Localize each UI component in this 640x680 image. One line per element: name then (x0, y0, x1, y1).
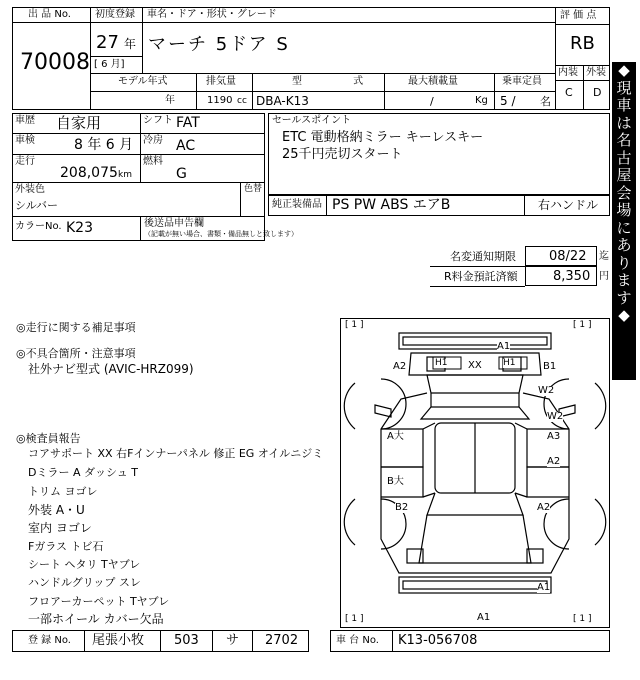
reg-number: 2702 (265, 633, 299, 648)
first-reg-year: 27 (96, 32, 119, 53)
ac-label: 冷房 (143, 135, 163, 146)
color-value: シルバー (15, 199, 58, 212)
capacity-label: 乗車定員 (502, 76, 542, 87)
displacement-value: 1190 (207, 95, 233, 106)
banner-glyph: 屋 (616, 166, 632, 184)
first-reg-label: 初度登録 (95, 9, 135, 20)
inspector-line: トリム ヨゴレ (28, 485, 98, 498)
history-value: 自家用 (56, 114, 102, 132)
corner-label-bottom-right: [ 1 ] (573, 614, 592, 624)
reg-label: 登 録 No. (28, 635, 71, 646)
damage-mark: B大 (387, 476, 404, 487)
damage-mark: A2 (537, 502, 551, 513)
exterior-grade-label: 外装 (586, 67, 606, 78)
sales-point-line1: ETC 電動格納ミラー キーレスキー (282, 130, 484, 145)
recycle-unit: 円 (599, 271, 609, 282)
damage-mark: A1 (497, 341, 511, 352)
damage-mark: B2 (395, 502, 409, 513)
mileage-value: 208,075 (60, 165, 118, 181)
banner-glyph: り (616, 253, 632, 272)
damage-mark: A2 (393, 361, 407, 372)
inspector-line: フロアーカーペット Tヤブレ (28, 595, 170, 608)
banner-glyph: ◆ (618, 306, 630, 324)
exterior-grade: D (593, 86, 602, 99)
damage-mark: H1 (503, 358, 516, 368)
color-code-value: K23 (66, 220, 93, 236)
banner-glyph: 車 (616, 96, 632, 114)
lot-number: 70008 (20, 50, 90, 75)
inspection-label: 車検 (15, 135, 35, 146)
equipment-items: PS PW ABS エアB (332, 197, 451, 213)
damage-mark: A1 (537, 582, 551, 593)
inspector-line: ハンドルグリップ スレ (28, 576, 141, 589)
inspection-value: 8 年 6 月 (74, 137, 134, 153)
banner-glyph: す (616, 288, 632, 307)
max-load-label: 最大積載量 (408, 76, 458, 87)
damage-mark: A3 (547, 431, 561, 442)
name-change-value: 08/22 (549, 249, 587, 264)
damage-diagram (340, 318, 610, 628)
grade-label: 評 価 点 (560, 10, 597, 21)
history-label: 車歴 (15, 115, 35, 126)
corner-label-bottom-left: [ 1 ] (345, 614, 364, 624)
inspector-label: ◎検査員報告 (16, 432, 81, 445)
color-code-label: カラーNo. (15, 221, 62, 232)
capacity-value: 5 / (500, 94, 516, 108)
banner-glyph: 古 (616, 148, 632, 167)
color-change-label: 色替 (244, 184, 263, 194)
color-label: 外装色 (15, 184, 45, 195)
shift-label: シフト (143, 115, 173, 126)
mileage-unit: km (118, 170, 132, 180)
mileage-label: 走行 (15, 156, 35, 167)
banner-glyph: ◆ (618, 61, 630, 79)
corner-label-top-left: [ 1 ] (345, 320, 364, 330)
lot-label: 出 品 No. (28, 9, 71, 20)
chassis-number: K13-056708 (398, 633, 478, 648)
overall-grade: RB (570, 33, 595, 54)
reg-region: 尾張小牧 (92, 633, 145, 648)
first-reg-month: [ 6 月] (94, 59, 125, 70)
banner-glyph: 会 (616, 183, 632, 202)
reg-class: 503 (174, 633, 199, 648)
model-name: マーチ 5ドア S (148, 34, 290, 55)
capacity-unit: 名 (540, 95, 551, 108)
ac-value: AC (176, 138, 196, 154)
banner-glyph: ま (616, 271, 632, 289)
defects-label: ◎不具合箇所・注意事項 (16, 347, 136, 360)
damage-mark: W2 (547, 411, 564, 422)
inspector-line: 外装 A・U (28, 503, 85, 517)
steering-side: 右ハンドル (538, 198, 599, 212)
chassis-label: 車 台 No. (336, 635, 379, 646)
displacement-label: 排気量 (206, 76, 236, 87)
year-unit: 年 (124, 37, 137, 51)
banner-glyph: に (616, 218, 632, 237)
banner-glyph: 現 (616, 78, 632, 97)
equipment-label: 純正装備品 (272, 199, 322, 210)
damage-mark: A2 (547, 456, 561, 467)
damage-mark: B1 (543, 361, 557, 372)
after-items-label: 後送品申告欄 (144, 218, 204, 229)
damage-mark: A大 (387, 431, 404, 442)
banner-glyph: は (616, 113, 632, 132)
name-change-label: 名変通知期限 (450, 250, 516, 263)
banner-glyph: 場 (616, 201, 632, 219)
fuel-label: 燃料 (143, 156, 163, 167)
damage-mark: A1 (477, 612, 491, 623)
name-change-unit: 迄 (599, 251, 609, 262)
inspector-line: シート ヘタリ Tヤブレ (28, 558, 141, 571)
interior-grade-label: 内装 (558, 67, 578, 78)
inspector-line: コアサポート XX 右Fインナーパネル 修正 EG オイルニジミ (28, 447, 324, 460)
inspector-line: 一部ホイール カバー欠品 (28, 612, 164, 626)
defects-line: 社外ナビ型式 (AVIC-HRZ099) (28, 362, 194, 376)
max-load-unit: Kg (475, 95, 488, 106)
shift-value: FAT (176, 115, 200, 131)
inspector-line: 室内 ヨゴレ (28, 521, 92, 535)
model-label: 車名・ドア・形状・グレード (147, 9, 277, 20)
type-value: DBA-K13 (256, 94, 309, 108)
sales-point-label: セールスポイント (272, 115, 352, 126)
type-label: 型 式 (292, 76, 388, 87)
recycle-value: 8,350 (553, 269, 591, 284)
displacement-unit: cc (237, 96, 247, 106)
recycle-label: R料金預託済額 (444, 270, 518, 283)
interior-grade: C (565, 86, 573, 99)
corner-label-top-right: [ 1 ] (573, 320, 592, 330)
sales-point-line2: 25千円売切スタート (282, 147, 403, 162)
banner-glyph: あ (616, 236, 632, 254)
model-year-unit: 年 (165, 95, 175, 106)
damage-mark: H1 (435, 358, 448, 368)
driving-remarks-label: ◎走行に関する補足事項 (16, 321, 136, 334)
banner-glyph: 名 (616, 131, 632, 149)
reg-kana: サ (226, 633, 240, 648)
damage-mark: XX (468, 360, 482, 371)
after-items-note: （記載が無い場合、書類・備品無しと致します） (144, 230, 298, 238)
max-load-sep: / (430, 95, 434, 108)
inspector-line: Dミラー A ダッシュ T (28, 466, 138, 479)
fuel-value: G (176, 166, 187, 182)
damage-mark: W2 (538, 385, 555, 396)
inspector-line: Fガラス トビ石 (28, 540, 104, 553)
location-banner (612, 62, 636, 380)
model-year-label: モデル年式 (118, 76, 168, 87)
